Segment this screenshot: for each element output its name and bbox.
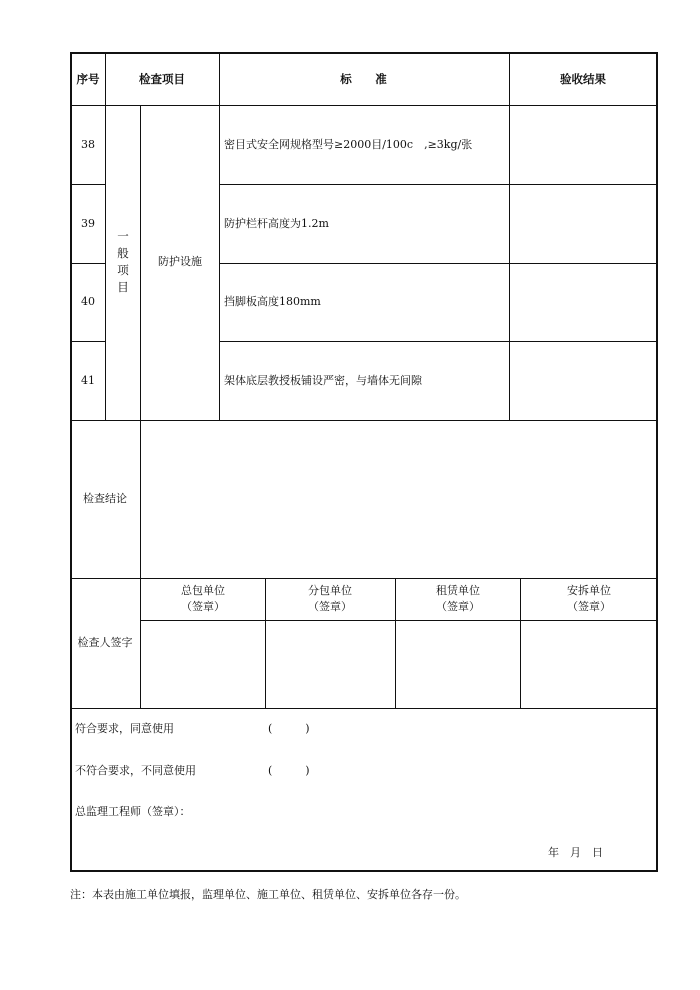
grid-line (70, 105, 658, 106)
grid-line (219, 341, 658, 342)
row-standard: 架体底层教授板铺设严密，与墙体无间隙 (224, 374, 422, 387)
grid-line (105, 53, 106, 420)
unit-seal: （签章） (308, 600, 352, 613)
grid-line (140, 420, 141, 708)
footnote: 注：本表由施工单位填报，监理单位、施工单位、租赁单位、安拆单位各存一份。 (70, 888, 466, 901)
approve-text: 符合要求，同意使用 (75, 722, 174, 735)
category-label: 一般项目 (117, 229, 129, 294)
grid-line (509, 53, 510, 420)
grid-line (70, 708, 658, 709)
reject-checkbox[interactable]: ( ) (268, 764, 310, 777)
signature-label: 检查人签字 (77, 636, 133, 649)
grid-line (219, 53, 220, 420)
inspection-form (70, 52, 658, 872)
header-result: 验收结果 (560, 72, 606, 86)
grid-line (140, 105, 141, 420)
grid-line (70, 341, 105, 342)
grid-line (140, 620, 658, 621)
row-number: 40 (81, 295, 95, 308)
header-standard-left: 标 (340, 72, 352, 86)
row-number: 41 (81, 374, 95, 387)
grid-line (70, 184, 105, 185)
unit-installer (567, 583, 611, 615)
reject-text: 不符合要求，不同意使用 (75, 764, 196, 777)
row-standard: 防护栏杆高度为1.2m (224, 217, 329, 230)
header-standard-right: 准 (375, 72, 387, 86)
grid-line (395, 578, 396, 708)
row-standard: 密目式安全网规格型号≥2000目/100c ,≥3kg/张 (224, 138, 473, 151)
unit-lessor (436, 583, 480, 615)
grid-line (219, 184, 658, 185)
date-field: 年 月 日 (548, 846, 603, 859)
unit-seal: （签章） (567, 600, 611, 613)
row-number: 38 (81, 138, 95, 151)
unit-name: 总包单位 (181, 584, 225, 597)
conclusion-label: 检查结论 (83, 492, 127, 505)
header-item: 检查项目 (139, 72, 185, 86)
supervisor-signature: 总监理工程师（签章）： (75, 805, 191, 818)
grid-line (265, 578, 266, 708)
grid-line (219, 263, 658, 264)
unit-general-contractor (181, 583, 225, 615)
subcategory-label: 防护设施 (158, 255, 202, 268)
unit-name: 租赁单位 (436, 584, 480, 597)
grid-line (70, 578, 658, 579)
row-number: 39 (81, 217, 95, 230)
approve-checkbox[interactable]: ( ) (268, 722, 310, 735)
grid-line (70, 420, 658, 421)
grid-line (70, 263, 105, 264)
unit-name: 分包单位 (308, 584, 352, 597)
unit-seal: （签章） (181, 600, 225, 613)
unit-seal: （签章） (436, 600, 480, 613)
unit-subcontractor (308, 583, 352, 615)
unit-name: 安拆单位 (567, 584, 611, 597)
grid-line (520, 578, 521, 708)
row-standard: 挡脚板高度180mm (224, 295, 321, 308)
header-seq: 序号 (76, 72, 100, 86)
